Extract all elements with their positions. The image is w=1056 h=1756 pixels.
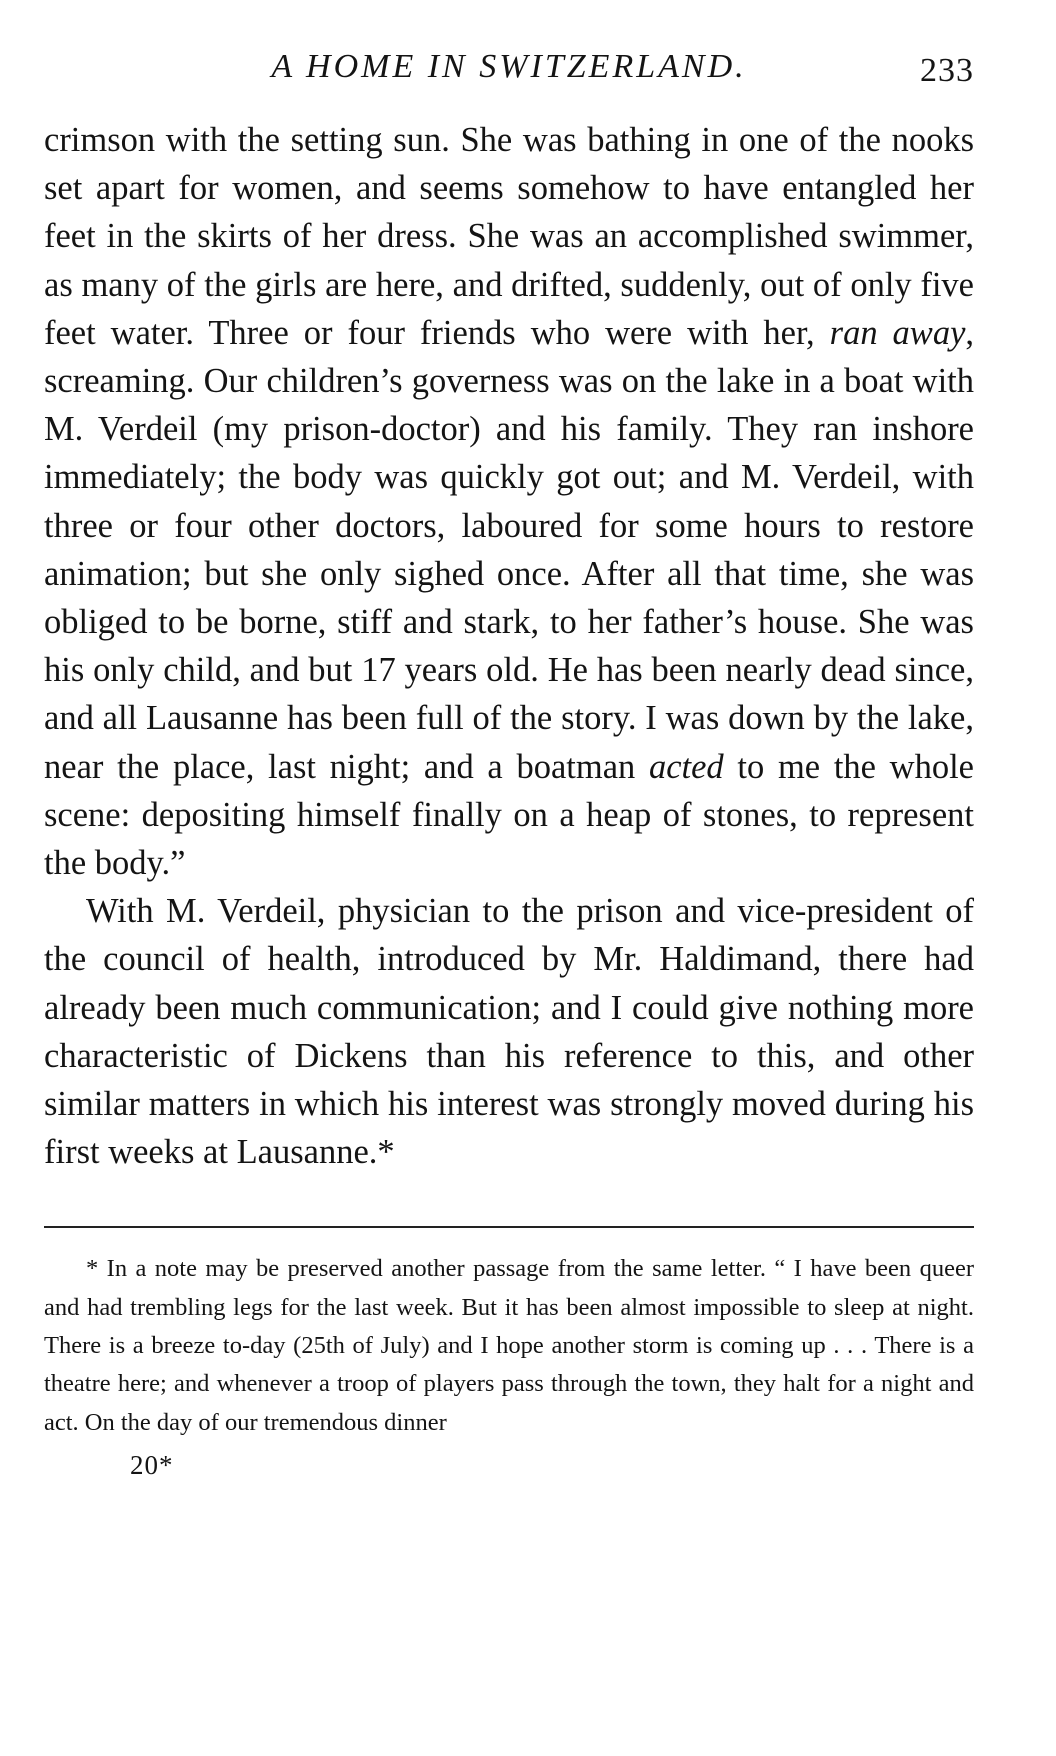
paragraph-2: With M. Verdeil, physician to the prison and vice-president of the council of health, introduced by Mr. Haldimand, there had already been much communication; and I could give nothing more characteristic of Dickens than his reference to this, and other similar matters in which his interest was strongly moved during his first weeks at Lausanne.* bbox=[44, 892, 974, 1172]
footnote-divider bbox=[44, 1226, 974, 1228]
page-header bbox=[44, 40, 974, 96]
paragraph-1-part-3: to me the whole scene: depositing himself finally on a heap of stones, to represent the body.” bbox=[44, 747, 974, 883]
signature-mark: 20* bbox=[130, 1449, 174, 1480]
main-text bbox=[44, 116, 974, 1176]
footnote bbox=[44, 1250, 974, 1441]
page-number: 233 bbox=[920, 52, 974, 89]
paragraph-1 bbox=[44, 116, 974, 887]
paragraph-1-part-1: crimson with the setting sun. She was bathing in one of the nooks set apart for women, and seems somehow to have entangled her feet in the skirts of her dress. She was an accomplished swimmer, as many of the girls are here, and drifted, suddenly, out of only five feet water. Three or four friends who were with her, bbox=[44, 121, 974, 352]
running-title: A HOME IN SWITZERLAND. bbox=[271, 48, 747, 85]
footnote-text: * In a note may be preserved another passage from the same letter. “ I have been queer and had trembling legs for the last week. But it has been almost impossible to sleep at night. There is a breeze to-day (25th of July) and I hope another storm is coming up . . . There is a theatre here; and whenever a troop of players pass through the town, they halt for a night and act. On the day of our tremendous dinner bbox=[44, 1255, 974, 1436]
book-page bbox=[44, 40, 974, 1481]
paragraph-1-part-2: , screaming. Our children’s governess was on the lake in a boat with M. Verdeil (my prison-doctor) and his family. They ran inshore immediately; the body was quickly got out; and M. Verdeil, with three or four other doctors, laboured for some hours to restore animation; but she only sighed once. After all that time, she was obliged to be borne, stiff and stark, to her father’s house. She was his only child, and but 17 years old. He has been nearly dead since, and all Lausanne has been full of the story. I was down by the lake, near the place, last night; and a boatman bbox=[44, 313, 975, 786]
emphasis-ran-away: ran away bbox=[829, 313, 966, 352]
emphasis-acted: acted bbox=[648, 747, 724, 786]
